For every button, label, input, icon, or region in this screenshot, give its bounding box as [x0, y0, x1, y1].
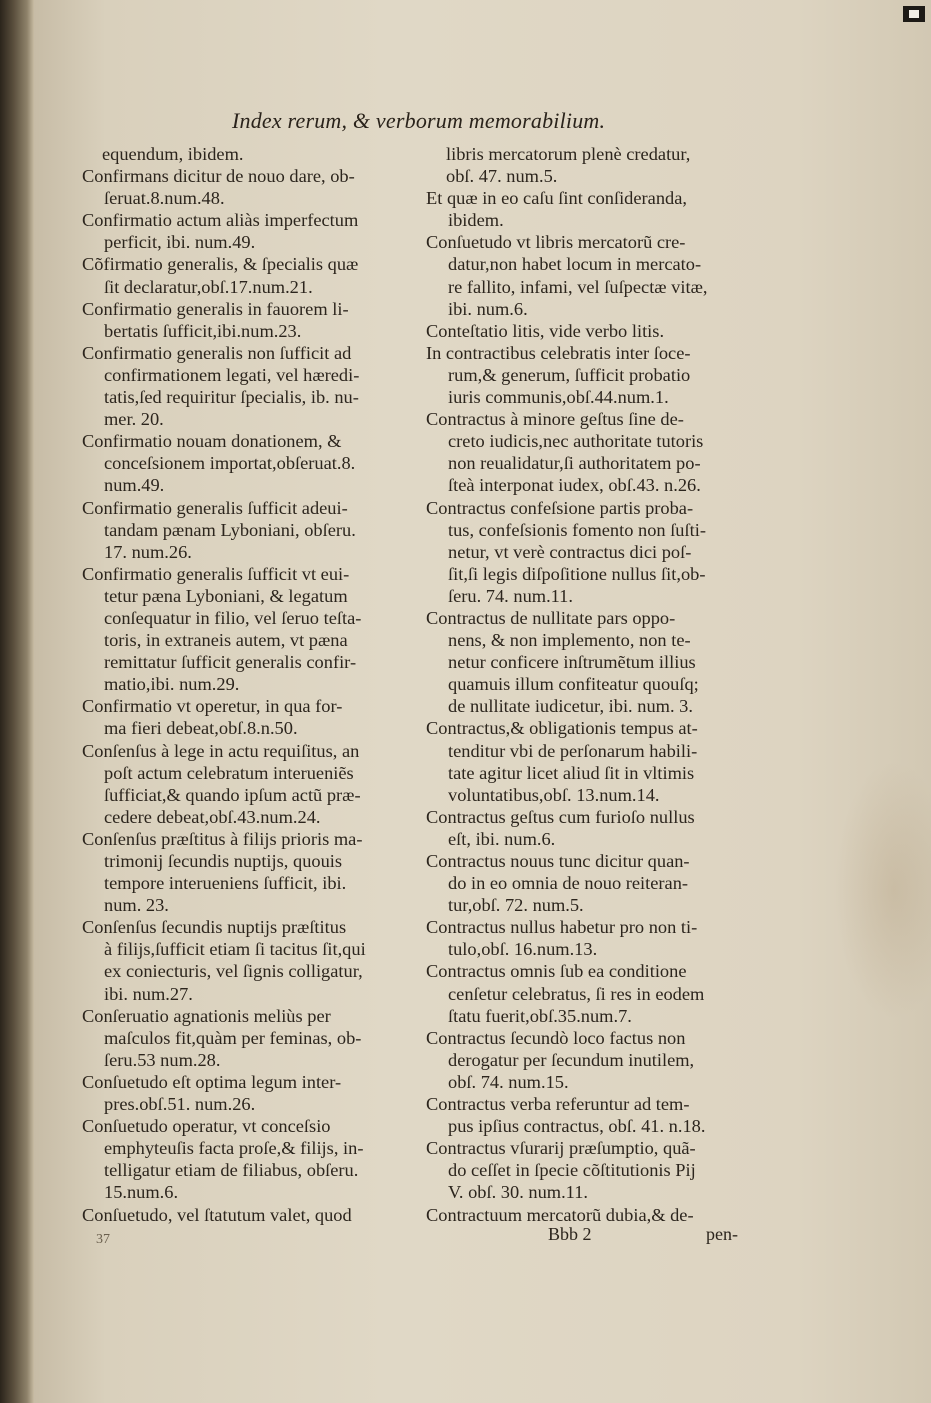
- entry-continuation-line: netur conficere inſtrumẽtum illius: [448, 652, 696, 673]
- entry-heading-line: Conſuetudo eſt optima legum inter-: [82, 1071, 342, 1092]
- index-entry: [426, 408, 766, 496]
- entry-continuation-line: num. 23.: [104, 895, 169, 916]
- entry-heading-line: Contractus nullus habetur pro non ti-: [426, 917, 698, 938]
- entry-heading-line: Contractuum mercatorũ dubia,& de-: [426, 1204, 694, 1225]
- entry-heading-line: Contractus ſecundò loco factus non: [426, 1027, 686, 1048]
- entry-heading-line: Conſenſus ſecundis nuptijs præſtitus: [82, 917, 347, 938]
- entry-continuation-line: ibi. num.27.: [104, 983, 193, 1004]
- index-entry: [426, 320, 766, 342]
- entry-heading-line: Confirmatio actum aliàs imperfectum: [82, 210, 359, 231]
- paper-stain: [834, 760, 931, 1020]
- index-entry: [82, 165, 417, 209]
- entry-continuation-line: tatis,ſed requiritur ſpecialis, ib. nu-: [104, 387, 359, 408]
- entry-continuation-line: cenſetur celebratus, ſi res in eodem: [448, 983, 705, 1004]
- entry-heading-line: Confirmatio nouam donationem, &: [82, 431, 342, 452]
- index-entry: [82, 143, 417, 165]
- entry-continuation-line: mer. 20.: [104, 409, 164, 430]
- entry-heading-line: Confirmatio vt operetur, in qua for-: [82, 696, 343, 717]
- entry-heading-line: Contractus vſurarij præſumptio, quã-: [426, 1138, 696, 1159]
- entry-continuation-line: obſ. 47. num.5.: [446, 166, 558, 187]
- entry-continuation-line: non reualidatur,ſi authoritatem po-: [448, 453, 701, 474]
- entry-continuation-line: tetur pæna Lyboniani, & legatum: [104, 585, 348, 606]
- entry-continuation-line: eſt, ibi. num.6.: [448, 828, 556, 849]
- index-entry: [426, 717, 766, 805]
- entry-continuation-line: creto iudicis,nec authoritate tutoris: [448, 431, 704, 452]
- running-header: Index rerum, & verborum memorabilium.: [232, 108, 606, 133]
- entry-heading-line: Cõfirmatio generalis, & ſpecialis quæ: [82, 254, 359, 275]
- entry-continuation-line: ibidem.: [448, 210, 504, 231]
- index-entry: [426, 850, 766, 916]
- entry-continuation-line: tenditur vbi de perſonarum habili-: [448, 740, 698, 761]
- index-entry: [82, 695, 417, 739]
- entry-continuation-line: trimonij ſecundis nuptijs, quouis: [104, 851, 343, 871]
- entry-continuation-line: pus ipſius contractus, obſ. 41. n.18.: [448, 1116, 706, 1137]
- index-entry: [82, 916, 417, 1004]
- entry-continuation-line: V. obſ. 30. num.11.: [448, 1182, 588, 1203]
- index-entry: [426, 497, 766, 607]
- index-entry: [426, 916, 766, 960]
- entry-continuation-line: nens, & non implemento, non te-: [448, 630, 691, 651]
- entry-continuation-line: netur, vt verè contractus dici poſ-: [448, 541, 692, 562]
- entry-continuation-line: tulo,obſ. 16.num.13.: [448, 939, 598, 960]
- entry-continuation-line: ma fieri debeat,obſ.8.n.50.: [104, 718, 298, 739]
- index-entry: [82, 298, 417, 342]
- index-entry: [82, 1071, 417, 1115]
- entry-continuation-line: telligatur etiam de filiabus, obſeru.: [104, 1160, 359, 1181]
- entry-continuation-line: tus, confeſsionis fomento non ſuſti-: [448, 519, 706, 540]
- entry-heading-line: Et quæ in eo caſu ſint conſideranda,: [426, 188, 687, 209]
- entry-heading-line: Confirmatio generalis ſufficit adeui-: [82, 497, 348, 518]
- index-entry: [426, 806, 766, 850]
- entry-heading-line: Conſuetudo vt libris mercatorũ cre-: [426, 232, 686, 253]
- index-entry: [426, 143, 766, 187]
- index-entry: [82, 430, 417, 496]
- entry-heading-line: Confirmans dicitur de nouo dare, ob-: [82, 166, 355, 187]
- entry-continuation-line: ſteà interponat iudex, obſ.43. n.26.: [448, 475, 701, 496]
- entry-heading-line: Contractus geſtus cum furioſo nullus: [426, 806, 695, 827]
- entry-heading-line: Contractus à minore geſtus ſine de-: [426, 409, 684, 430]
- entry-heading-line: equendum, ibidem.: [102, 144, 244, 164]
- entry-continuation-line: ſeru. 74. num.11.: [448, 585, 573, 606]
- entry-heading-line: Conteſtatio litis, vide verbo litis.: [426, 320, 665, 341]
- entry-continuation-line: toris, in extraneis autem, vt pæna: [104, 630, 348, 651]
- index-entry: [82, 253, 417, 297]
- index-column-left: [82, 143, 417, 1226]
- entry-heading-line: Contractus,& obligationis tempus at-: [426, 718, 698, 739]
- entry-heading-line: Contractus confeſsione partis proba-: [426, 497, 694, 518]
- index-entry: [82, 1005, 417, 1071]
- book-binding-edge: [0, 0, 34, 1403]
- entry-continuation-line: rum,& generum, ſufficit probatio: [448, 364, 691, 385]
- index-entry: [82, 740, 417, 828]
- corner-marker-icon: [901, 4, 927, 24]
- entry-continuation-line: à filijs,ſufficit etiam ſi tacitus ſit,qui: [104, 939, 366, 960]
- entry-continuation-line: ſit declaratur,obſ.17.num.21.: [104, 276, 313, 297]
- entry-continuation-line: iuris communis,obſ.44.num.1.: [448, 387, 669, 408]
- entry-heading-line: In contractibus celebratis inter ſoce-: [426, 342, 691, 363]
- entry-heading-line: Conſenſus præſtitus à filijs prioris ma-: [82, 828, 363, 849]
- entry-continuation-line: derogatur per ſecundum inutilem,: [448, 1049, 695, 1070]
- entry-continuation-line: 15.num.6.: [104, 1182, 179, 1203]
- entry-heading-line: Conſuetudo operatur, vt conceſsio: [82, 1116, 331, 1137]
- entry-continuation-line: ſufficiat,& quando ipſum actũ præ-: [104, 784, 361, 805]
- entry-continuation-line: quamuis illum confiteatur quouſq;: [448, 674, 699, 695]
- entry-continuation-line: datur,non habet locum in mercato-: [448, 254, 702, 275]
- index-entry: [426, 342, 766, 408]
- index-entry: [426, 607, 766, 717]
- entry-heading-line: Contractus verba referuntur ad tem-: [426, 1094, 690, 1115]
- index-entry: [82, 342, 417, 430]
- index-entry: [426, 187, 766, 231]
- catchword: pen-: [706, 1224, 738, 1244]
- entry-continuation-line: perficit, ibi. num.49.: [104, 232, 256, 253]
- entry-continuation-line: 17. num.26.: [104, 541, 192, 562]
- entry-continuation-line: matio,ibi. num.29.: [104, 674, 240, 695]
- entry-continuation-line: ſeru.53 num.28.: [104, 1049, 221, 1070]
- index-entry: [82, 1204, 417, 1226]
- entry-continuation-line: confirmationem legati, vel hæredi-: [104, 364, 360, 385]
- entry-continuation-line: ibi. num.6.: [448, 298, 528, 319]
- margin-mark: 37: [96, 1232, 110, 1247]
- index-column-right: [426, 143, 766, 1226]
- entry-continuation-line: conſequatur in filio, vel ſeruo teſta-: [104, 607, 362, 628]
- index-entry: [426, 1093, 766, 1137]
- entry-continuation-line: bertatis ſufficit,ibi.num.23.: [104, 320, 302, 341]
- index-entry: [426, 1137, 766, 1203]
- entry-continuation-line: tur,obſ. 72. num.5.: [448, 895, 584, 916]
- index-entry: [426, 231, 766, 319]
- entry-heading-line: Contractus nouus tunc dicitur quan-: [426, 851, 690, 871]
- index-entry: [426, 1027, 766, 1093]
- entry-continuation-line: poſt actum celebratum interueniẽs: [104, 762, 354, 783]
- entry-continuation-line: pres.obſ.51. num.26.: [104, 1094, 256, 1115]
- entry-continuation-line: de nullitate iudicetur, ibi. num. 3.: [448, 696, 693, 717]
- entry-continuation-line: emphyteuſis facta proſe,& filijs, in-: [104, 1138, 364, 1159]
- entry-heading-line: Confirmatio generalis non ſufficit ad: [82, 342, 352, 363]
- entry-continuation-line: re fallito, infami, vel ſuſpectæ vitæ,: [448, 276, 708, 297]
- entry-continuation-line: cedere debeat,obſ.43.num.24.: [104, 806, 321, 827]
- index-entry: [82, 209, 417, 253]
- signature-mark: Bbb 2: [548, 1224, 592, 1244]
- entry-heading-line: libris mercatorum plenè credatur,: [446, 144, 691, 164]
- entry-heading-line: Conſenſus à lege in actu requiſitus, an: [82, 740, 360, 761]
- entry-heading-line: Conſuetudo, vel ſtatutum valet, quod: [82, 1204, 352, 1225]
- entry-continuation-line: conceſsionem importat,obſeruat.8.: [104, 453, 356, 474]
- index-entry: [82, 828, 417, 916]
- index-entry: [426, 1204, 766, 1226]
- entry-continuation-line: do in eo omnia de nouo reiteran-: [448, 873, 689, 894]
- entry-heading-line: Contractus omnis ſub ea conditione: [426, 961, 687, 982]
- index-entry: [82, 497, 417, 563]
- entry-continuation-line: ex coniecturis, vel ſignis colligatur,: [104, 961, 363, 982]
- entry-continuation-line: do ceſſet in ſpecie cõſtitutionis Pij: [448, 1160, 696, 1181]
- entry-heading-line: Contractus de nullitate pars oppo-: [426, 607, 676, 628]
- entry-heading-line: Confirmatio generalis in fauorem li-: [82, 298, 349, 319]
- index-entry: [82, 563, 417, 696]
- entry-continuation-line: num.49.: [104, 475, 165, 496]
- entry-continuation-line: ſit,ſi legis diſpoſitione nullus ſit,ob-: [448, 563, 706, 584]
- entry-continuation-line: obſ. 74. num.15.: [448, 1071, 569, 1092]
- entry-continuation-line: tempore interueniens ſufficit, ibi.: [104, 873, 347, 894]
- entry-continuation-line: voluntatibus,obſ. 13.num.14.: [448, 784, 660, 805]
- entry-continuation-line: maſculos fit,quàm per feminas, ob-: [104, 1027, 362, 1048]
- entry-continuation-line: remittatur ſufficit generalis confir-: [104, 652, 357, 673]
- entry-heading-line: Confirmatio generalis ſufficit vt eui-: [82, 563, 350, 584]
- entry-continuation-line: tandam pænam Lyboniani, obſeru.: [104, 519, 356, 540]
- entry-continuation-line: tate agitur licet aliud ſit in vltimis: [448, 762, 695, 783]
- entry-continuation-line: ſtatu fuerit,obſ.35.num.7.: [448, 1005, 632, 1026]
- entry-continuation-line: ſeruat.8.num.48.: [104, 188, 225, 209]
- index-entry: [426, 960, 766, 1026]
- entry-heading-line: Conſeruatio agnationis meliùs per: [82, 1005, 331, 1026]
- index-entry: [82, 1115, 417, 1203]
